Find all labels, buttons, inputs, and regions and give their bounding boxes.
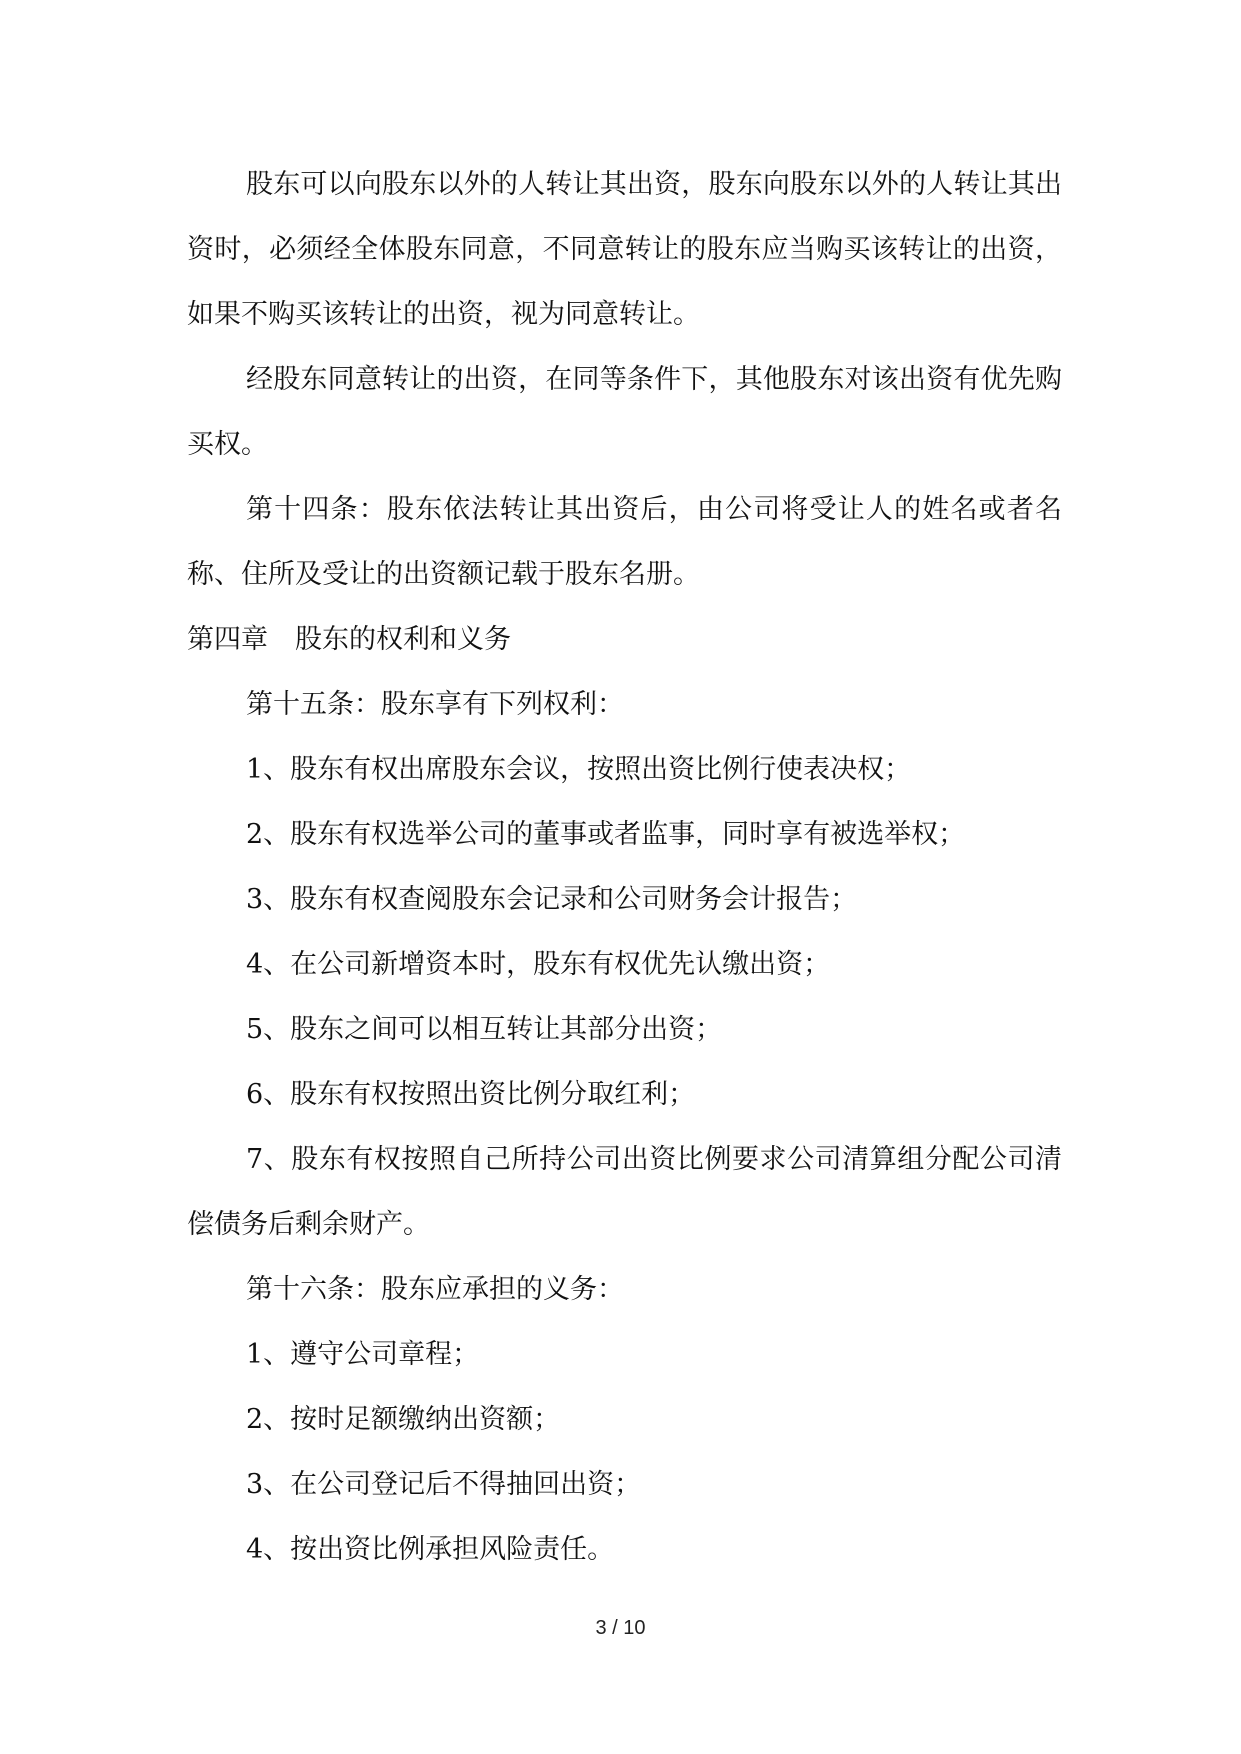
list-item: 7、股东有权按照自己所持公司出资比例要求公司清算组分配公司清偿债务后剩余财产。	[187, 1144, 1062, 1240]
article-14: 第十四条：股东依法转让其出资后，由公司将受让人的姓名或者名称、住所及受让的出资额记载于股东名册。	[187, 494, 1062, 590]
list-item: 4、按出资比例承担风险责任。	[246, 1534, 615, 1565]
page-number: 3 / 10	[595, 1617, 646, 1639]
list-item: 6、股东有权按照出资比例分取红利；	[246, 1079, 696, 1110]
list-item: 4、在公司新增资本时，股东有权优先认缴出资；	[246, 949, 831, 980]
list-item: 3、股东有权查阅股东会记录和公司财务会计报告；	[246, 884, 858, 915]
list-item: 1、遵守公司章程；	[246, 1339, 480, 1370]
list-item: 2、按时足额缴纳出资额；	[246, 1404, 561, 1435]
article-16: 第十六条：股东应承担的义务：	[246, 1274, 624, 1305]
paragraph-preemptive-right: 经股东同意转让的出资，在同等条件下，其他股东对该出资有优先购买权。	[187, 364, 1062, 460]
article-15: 第十五条：股东享有下列权利：	[246, 689, 624, 720]
chapter-heading: 第四章 股东的权利和义务	[187, 624, 511, 655]
list-item: 5、股东之间可以相互转让其部分出资；	[246, 1014, 723, 1045]
list-item: 1、股东有权出席股东会议，按照出资比例行使表决权；	[246, 754, 912, 785]
paragraph-transfer-outside: 股东可以向股东以外的人转让其出资，股东向股东以外的人转让其出资时，必须经全体股东同意，不同意转让的股东应当购买该转让的出资，如果不购买该转让的出资，视为同意转让。	[187, 169, 1062, 330]
list-item: 2、股东有权选举公司的董事或者监事，同时享有被选举权；	[246, 819, 966, 850]
list-item: 3、在公司登记后不得抽回出资；	[246, 1469, 642, 1500]
document-body	[187, 152, 1062, 1582]
